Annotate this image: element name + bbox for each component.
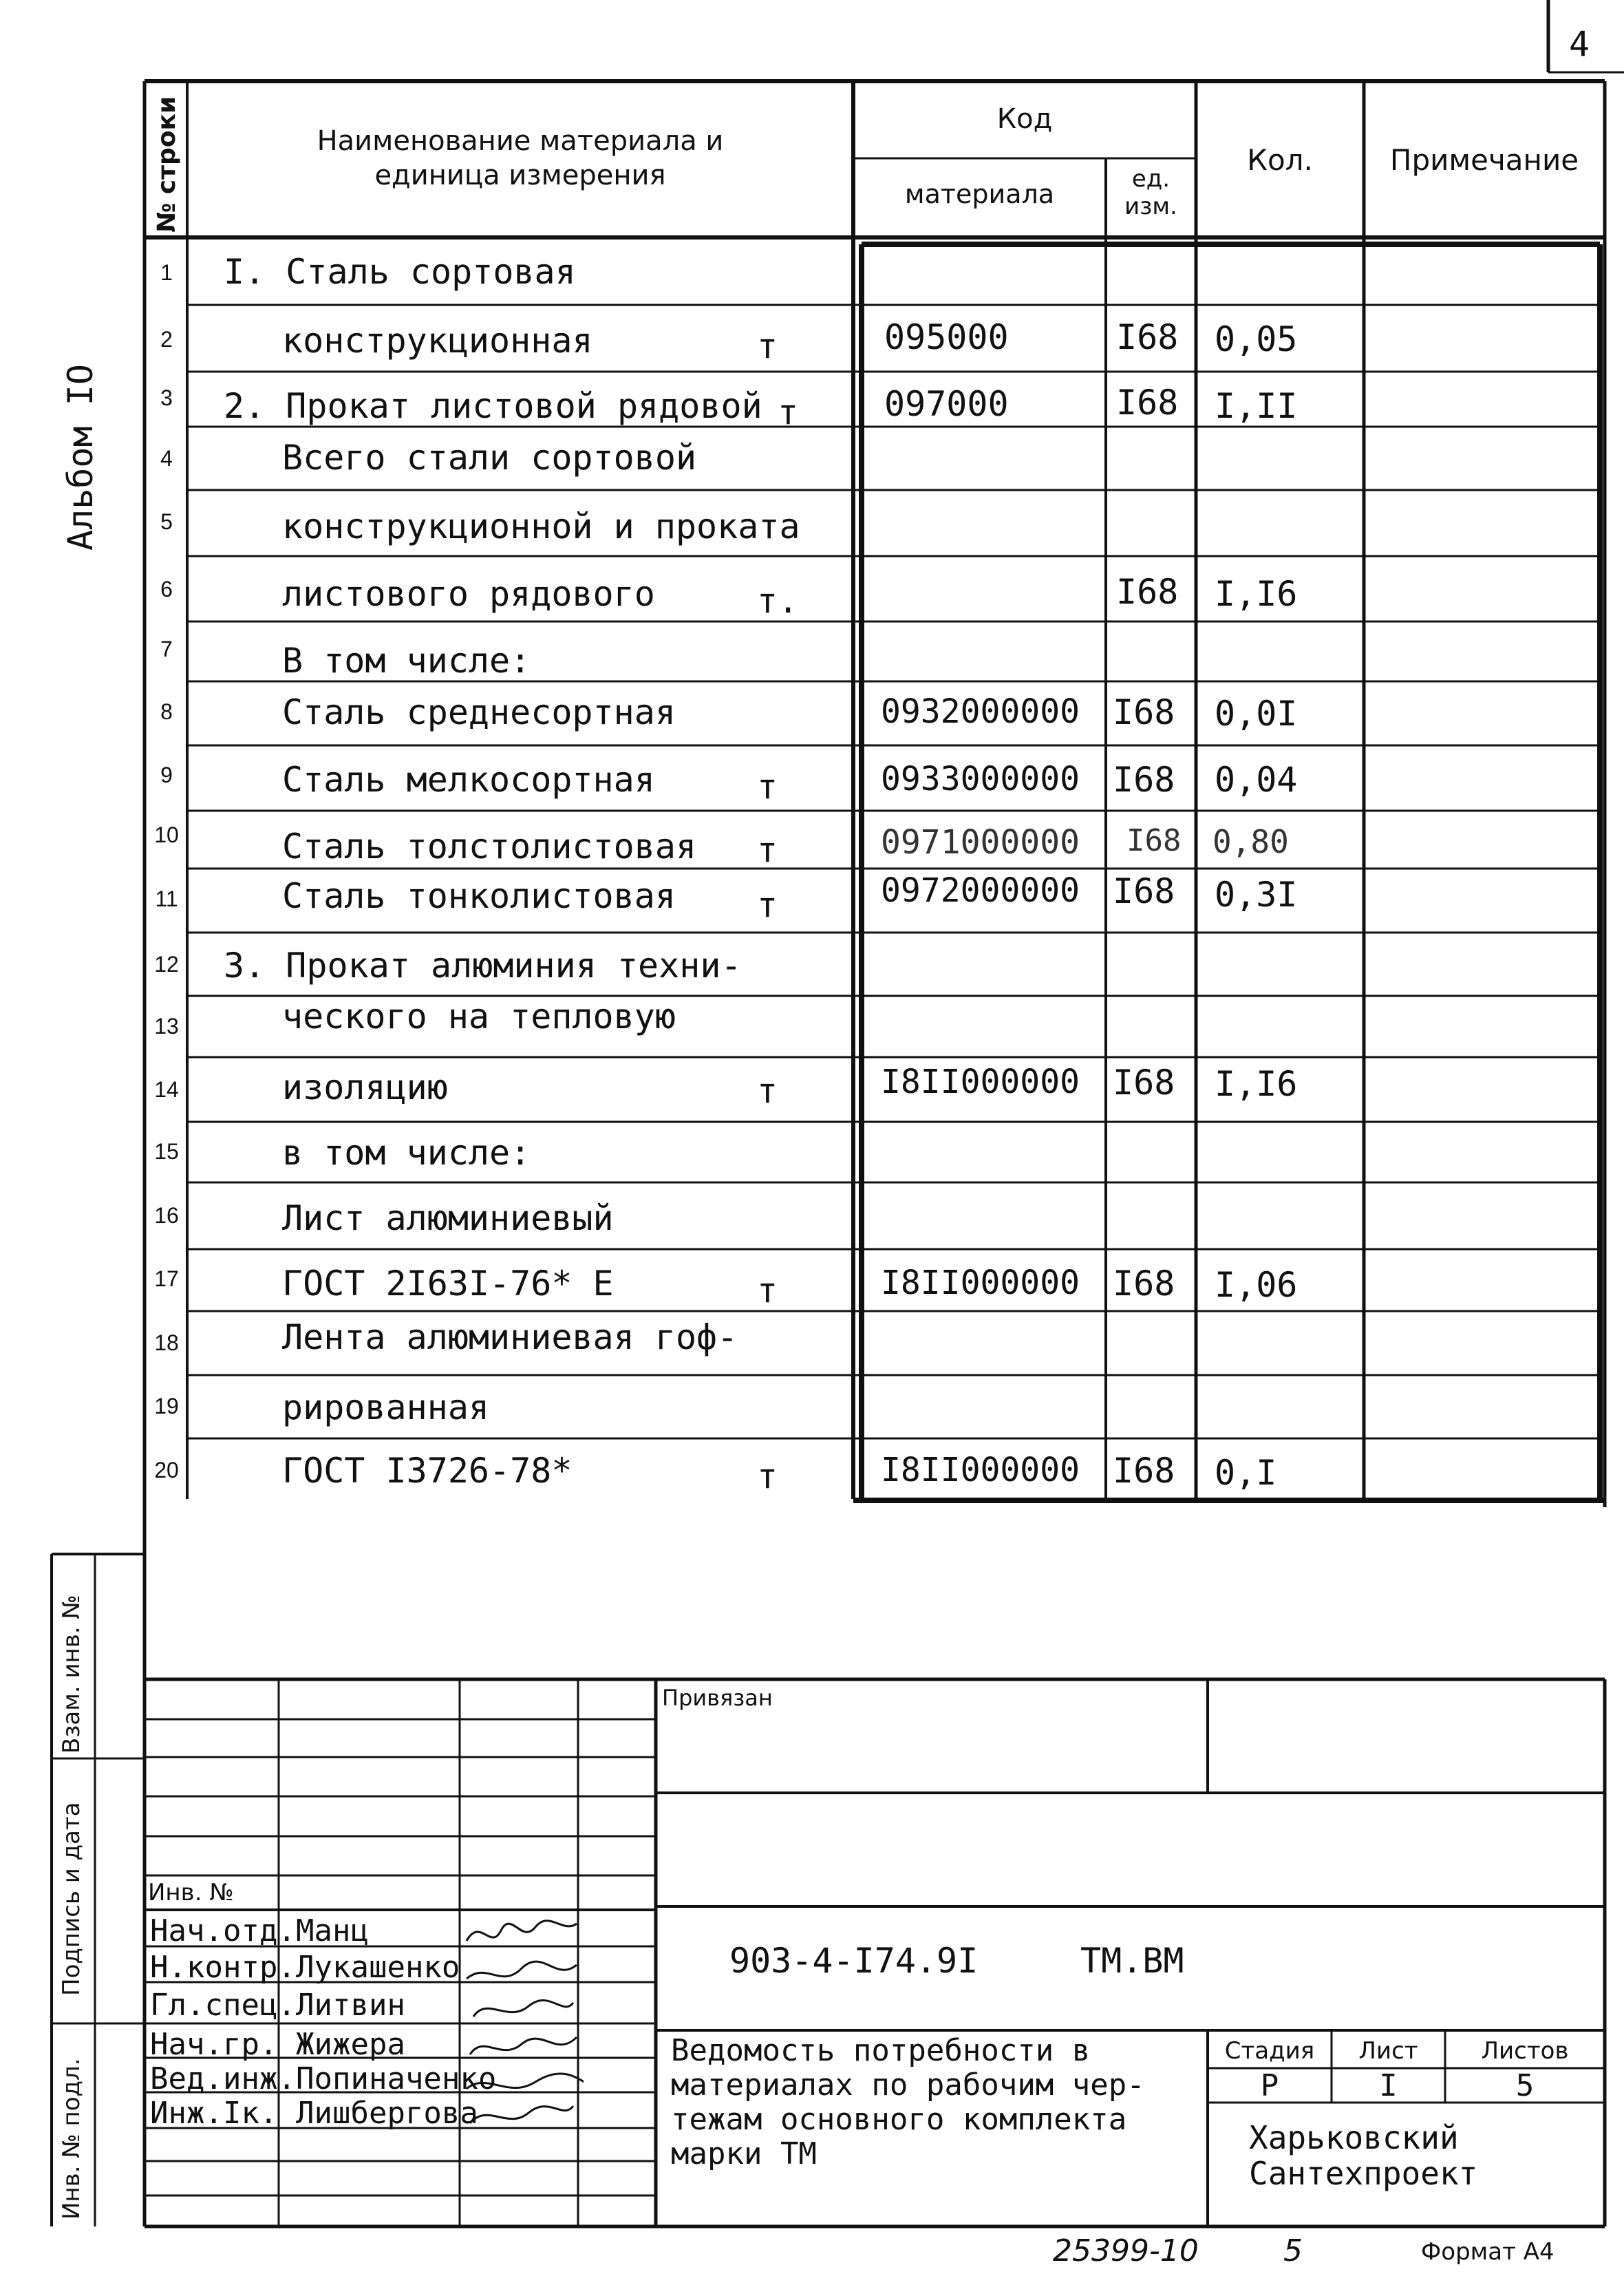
row-name: ческого на тепловую xyxy=(282,997,676,1036)
sheet-value: I xyxy=(1379,2068,1398,2103)
row-material-code: 0971000000 xyxy=(881,823,1080,862)
row-name: ГОСТ 2I63I-76* Е xyxy=(282,1264,614,1304)
row-number: 16 xyxy=(154,1203,179,1228)
header-unit-line2: изм. xyxy=(1124,193,1177,220)
row-unit: т xyxy=(757,830,778,870)
row-name: Сталь среднесортная xyxy=(282,692,676,732)
row-unit-code: I68 xyxy=(1126,823,1182,858)
row-material-code: 0932000000 xyxy=(881,692,1080,731)
footer-number: 25399-10 xyxy=(1053,2233,1199,2268)
row-number: 7 xyxy=(160,637,173,661)
staff-name: Лишбергова xyxy=(296,2096,478,2131)
row-name: Сталь тонколистовая xyxy=(282,876,676,916)
row-number: 9 xyxy=(160,763,173,787)
row-unit: т xyxy=(757,1270,778,1310)
row-name: Лента алюминиевая гоф- xyxy=(282,1317,738,1357)
row-quantity: 0,3I xyxy=(1215,875,1298,915)
staff-role: Нач.гр. xyxy=(150,2027,278,2062)
row-unit-code: I68 xyxy=(1113,692,1175,732)
privyazan-label: Привязан xyxy=(662,1685,773,1711)
row-unit-code: I68 xyxy=(1113,1451,1175,1491)
row-quantity: 0,04 xyxy=(1215,760,1298,800)
header-code: Код xyxy=(996,103,1053,135)
staff-role: Инж.Iк. xyxy=(150,2096,278,2131)
header-qty: Кол. xyxy=(1247,143,1313,177)
stage-label: Стадия xyxy=(1224,2037,1315,2065)
staff-name: Литвин xyxy=(296,1988,405,2023)
row-unit: т xyxy=(757,767,778,807)
row-number: 3 xyxy=(160,385,173,410)
doc-code: 903-4-I74.9I xyxy=(729,1941,979,1981)
row-material-code: I8II000000 xyxy=(881,1264,1080,1302)
row-name: конструкционной и проката xyxy=(282,507,800,546)
sheets-value: 5 xyxy=(1515,2068,1535,2103)
row-quantity: 0,05 xyxy=(1215,319,1298,359)
staff-role: Вед.инж. xyxy=(150,2061,296,2096)
inv-no-label: Инв. № xyxy=(148,1879,234,1906)
row-name: в том числе: xyxy=(282,1133,531,1173)
footer-format: Формат А4 xyxy=(1421,2238,1554,2266)
row-name: В том числе: xyxy=(282,641,531,681)
staff-role: Н.контр. xyxy=(150,1950,296,1985)
sheet-label: Лист xyxy=(1358,2037,1418,2065)
row-name: 2. Прокат листовой рядовой xyxy=(224,386,762,426)
row-number: 1 xyxy=(160,260,173,285)
doc-mark: ТМ.ВМ xyxy=(1080,1941,1184,1981)
org-name-line: Харьковский xyxy=(1249,2119,1459,2156)
row-unit: т xyxy=(757,885,778,925)
stamp-title-line: материалах по рабочим чер- xyxy=(671,2067,1145,2103)
row-unit: т xyxy=(757,1456,778,1496)
row-number: 17 xyxy=(154,1266,179,1291)
row-quantity: I,I6 xyxy=(1215,1064,1298,1104)
row-number: 20 xyxy=(154,1458,179,1482)
header-name-line1: Наименование материала и xyxy=(317,125,724,157)
row-number: 11 xyxy=(155,886,178,911)
row-number: 5 xyxy=(160,509,173,534)
row-name: Всего стали сортовой xyxy=(282,438,697,478)
row-name: ГОСТ I3726-78* xyxy=(282,1451,573,1491)
header-material: материала xyxy=(904,179,1055,209)
row-name: изоляцию xyxy=(282,1067,448,1107)
staff-role: Нач.отд. xyxy=(150,1913,296,1948)
row-name: Лист алюминиевый xyxy=(282,1198,614,1238)
row-name: I. Сталь сортовая xyxy=(224,252,576,292)
row-unit: т xyxy=(757,326,778,366)
row-unit-code: I68 xyxy=(1113,871,1175,911)
row-unit-code: I68 xyxy=(1116,383,1179,423)
row-unit: т xyxy=(757,1071,778,1111)
row-quantity: 0,80 xyxy=(1212,823,1289,860)
row-number: 19 xyxy=(154,1394,179,1418)
row-quantity: I,I6 xyxy=(1215,574,1298,614)
row-material-code: 097000 xyxy=(884,384,1009,424)
row-quantity: 0,0I xyxy=(1215,694,1298,734)
header-row-no: № строки xyxy=(153,96,181,233)
row-unit-code: I68 xyxy=(1113,1063,1175,1103)
row-name: листового рядового xyxy=(282,574,655,614)
row-material-code: 0972000000 xyxy=(881,871,1080,910)
row-material-code: 0933000000 xyxy=(881,760,1080,798)
stamp-title-line: марки ТМ xyxy=(671,2136,817,2171)
row-quantity: I,06 xyxy=(1215,1265,1298,1305)
row-number: 10 xyxy=(154,822,179,847)
staff-name: Жижера xyxy=(296,2027,405,2062)
signatures xyxy=(460,1913,584,2134)
staff-role: Гл.спец. xyxy=(150,1988,296,2023)
row-unit-code: I68 xyxy=(1116,572,1179,612)
row-number: 2 xyxy=(160,327,173,352)
row-number: 8 xyxy=(160,699,173,724)
row-number: 18 xyxy=(154,1330,179,1355)
org-name xyxy=(1249,2120,1477,2191)
row-number: 4 xyxy=(160,446,173,471)
row-unit-code: I68 xyxy=(1116,317,1179,357)
album-label: Альбом IO xyxy=(61,364,100,551)
stamp-title-line: тежам основного комплекта xyxy=(671,2102,1127,2137)
row-quantity: 0,I xyxy=(1215,1453,1277,1493)
row-number: 6 xyxy=(160,577,173,602)
side-label-vzam: Взам. инв. № xyxy=(58,1595,85,1754)
row-name: Сталь мелкосортная xyxy=(282,760,655,800)
side-label-podpis: Подпись и дата xyxy=(58,1802,85,1996)
row-number: 14 xyxy=(154,1077,179,1102)
row-material-code: 095000 xyxy=(884,317,1009,357)
org-name-line: Сантехпроект xyxy=(1249,2155,1478,2192)
row-material-code: I8II000000 xyxy=(881,1063,1080,1101)
header-name-line2: единица измерения xyxy=(374,160,666,191)
staff-name: Манц xyxy=(296,1913,369,1948)
sheet-number: 4 xyxy=(1569,24,1590,64)
row-name: конструкционная xyxy=(282,321,593,361)
stage-value: Р xyxy=(1260,2068,1279,2103)
row-name: рированная xyxy=(282,1387,490,1427)
row-number: 13 xyxy=(154,1014,179,1039)
sheets-label: Листов xyxy=(1481,2037,1569,2065)
staff-name: Попиначенко xyxy=(296,2061,497,2096)
row-material-code: I8II000000 xyxy=(881,1451,1080,1489)
row-name: 3. Прокат алюминия техни- xyxy=(224,946,742,986)
row-number: 15 xyxy=(154,1139,179,1164)
footer-page: 5 xyxy=(1283,2233,1303,2268)
header-note: Примечание xyxy=(1389,143,1579,177)
side-label-inv-podl: Инв. № подл. xyxy=(58,2058,85,2220)
stamp-title-line: Ведомость потребности в xyxy=(671,2033,1091,2068)
row-unit: т xyxy=(778,392,799,432)
staff-name: Лукашенко xyxy=(296,1950,460,1985)
row-name: Сталь толстолистовая xyxy=(282,827,697,866)
stamp-title xyxy=(671,2034,1145,2171)
row-unit-code: I68 xyxy=(1113,1264,1175,1304)
row-unit-code: I68 xyxy=(1113,760,1175,800)
row-quantity: I,II xyxy=(1215,386,1298,426)
row-unit: т. xyxy=(757,581,799,621)
header-unit-line1: ед. xyxy=(1131,165,1171,193)
row-number: 12 xyxy=(154,952,179,977)
